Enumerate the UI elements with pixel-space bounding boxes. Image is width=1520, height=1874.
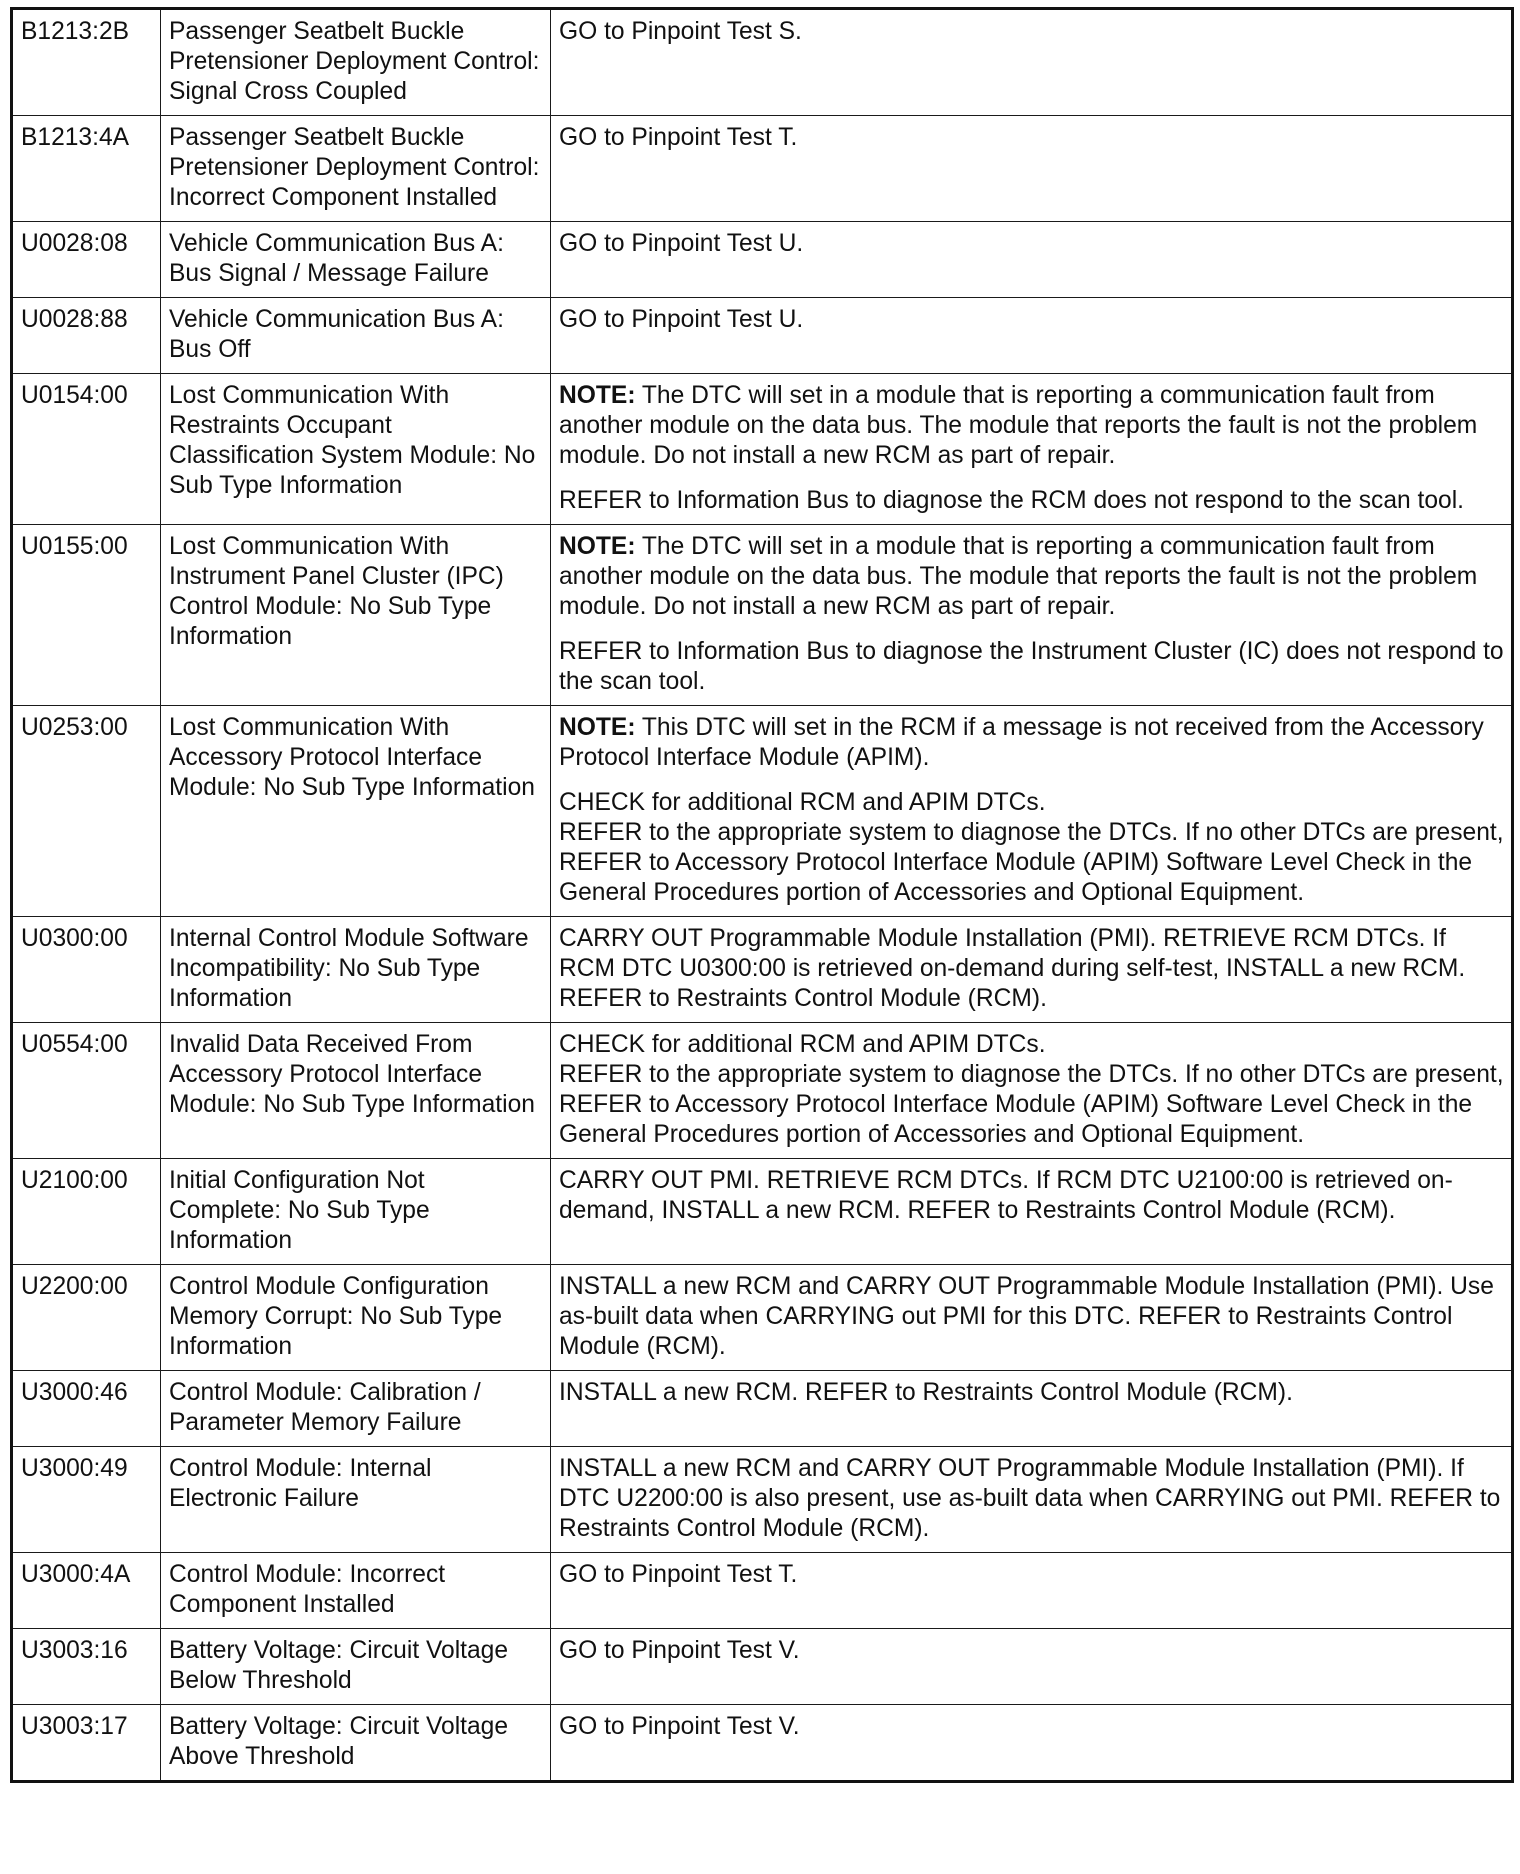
dtc-description: Control Module: Incorrect Component Installed: [161, 1553, 551, 1629]
table-row: [12, 298, 1513, 374]
action-line: The DTC will set in a module that is reporting a communication fault from another module on the data bus. The module that reports the fault is not the problem module. Do not install a new RCM as part of repair.: [559, 533, 1478, 620]
dtc-description: Passenger Seatbelt Buckle Pretensioner Deployment Control: Signal Cross Coupled: [161, 9, 551, 116]
dtc-code: U0154:00: [12, 374, 161, 525]
dtc-action: [551, 1447, 1513, 1553]
dtc-description: Invalid Data Received From Accessory Protocol Interface Module: No Sub Type Information: [161, 1023, 551, 1159]
dtc-action: [551, 9, 1513, 116]
dtc-code: U2100:00: [12, 1159, 161, 1265]
dtc-table-body: [12, 9, 1513, 1782]
table-row: [12, 222, 1513, 298]
action-line: GO to Pinpoint Test V.: [559, 1637, 800, 1664]
action-paragraph: [559, 1166, 1504, 1226]
dtc-description: Initial Configuration Not Complete: No Sub Type Information: [161, 1159, 551, 1265]
action-paragraph: [559, 1454, 1504, 1544]
action-line: CARRY OUT Programmable Module Installation (PMI). RETRIEVE RCM DTCs. If RCM DTC U0300:00 is retrieved on-demand during self-test, INSTALL a new RCM. REFER to Restraints Control Module (RCM).: [559, 925, 1466, 1012]
action-paragraph: [559, 305, 1504, 335]
dtc-code: U3000:49: [12, 1447, 161, 1553]
dtc-description: Control Module Configuration Memory Corrupt: No Sub Type Information: [161, 1265, 551, 1371]
action-paragraph: [559, 924, 1504, 1014]
table-row: [12, 9, 1513, 116]
table-row: [12, 1265, 1513, 1371]
action-line: INSTALL a new RCM and CARRY OUT Programmable Module Installation (PMI). If DTC U2200:00 is also present, use as-built data when CARRYING out PMI. REFER to Restraints Control Module (RCM).: [559, 1455, 1501, 1542]
dtc-action: [551, 1553, 1513, 1629]
dtc-code: U0028:88: [12, 298, 161, 374]
action-line: This DTC will set in the RCM if a message is not received from the Accessory Protocol Interface Module (APIM).: [559, 714, 1484, 771]
action-paragraph: [559, 229, 1504, 259]
action-paragraph: [559, 17, 1504, 47]
action-paragraph: [559, 1272, 1504, 1362]
note-paragraph: [559, 381, 1504, 471]
table-row: [12, 1629, 1513, 1705]
dtc-action: [551, 116, 1513, 222]
table-row: [12, 1023, 1513, 1159]
note-label: NOTE:: [559, 714, 636, 741]
dtc-action: [551, 1629, 1513, 1705]
action-line: GO to Pinpoint Test V.: [559, 1713, 800, 1740]
dtc-action: [551, 706, 1513, 917]
action-line: REFER to Information Bus to diagnose the Instrument Cluster (IC) does not respond to the scan tool.: [559, 638, 1504, 695]
action-paragraph: [559, 123, 1504, 153]
action-paragraph: [559, 1030, 1504, 1150]
action-paragraph: [559, 788, 1504, 908]
dtc-action: [551, 1705, 1513, 1782]
dtc-description: Lost Communication With Instrument Panel Cluster (IPC) Control Module: No Sub Type Information: [161, 525, 551, 706]
table-row: [12, 1371, 1513, 1447]
action-line: CHECK for additional RCM and APIM DTCs.: [559, 789, 1046, 816]
table-row: [12, 525, 1513, 706]
dtc-description: Battery Voltage: Circuit Voltage Below Threshold: [161, 1629, 551, 1705]
action-line: INSTALL a new RCM and CARRY OUT Programmable Module Installation (PMI). Use as-built data when CARRYING out PMI for this DTC. REFER to Restraints Control Module (RCM).: [559, 1273, 1494, 1360]
dtc-code: U0253:00: [12, 706, 161, 917]
action-paragraph: [559, 1636, 1504, 1666]
dtc-action: [551, 1265, 1513, 1371]
action-paragraph: [559, 1560, 1504, 1590]
dtc-code: B1213:2B: [12, 9, 161, 116]
table-row: [12, 1447, 1513, 1553]
action-line: REFER to Information Bus to diagnose the RCM does not respond to the scan tool.: [559, 487, 1464, 514]
dtc-code: U2200:00: [12, 1265, 161, 1371]
dtc-code: U3003:16: [12, 1629, 161, 1705]
action-line: CARRY OUT PMI. RETRIEVE RCM DTCs. If RCM DTC U2100:00 is retrieved on-demand, INSTALL a new RCM. REFER to Restraints Control Module (RCM).: [559, 1167, 1453, 1224]
dtc-description: Internal Control Module Software Incompatibility: No Sub Type Information: [161, 917, 551, 1023]
table-row: [12, 374, 1513, 525]
action-line: REFER to the appropriate system to diagnose the DTCs. If no other DTCs are present, REFER to Accessory Protocol Interface Module (APIM) Software Level Check in the General Procedures portion of Accessories and Optional Equipment.: [559, 1061, 1504, 1148]
dtc-description: Lost Communication With Accessory Protocol Interface Module: No Sub Type Information: [161, 706, 551, 917]
dtc-code: U3003:17: [12, 1705, 161, 1782]
table-row: [12, 917, 1513, 1023]
dtc-description: Vehicle Communication Bus A: Bus Off: [161, 298, 551, 374]
dtc-action: [551, 298, 1513, 374]
dtc-code: U0300:00: [12, 917, 161, 1023]
table-row: [12, 116, 1513, 222]
action-paragraph: [559, 1712, 1504, 1742]
note-label: NOTE:: [559, 382, 636, 409]
action-line: GO to Pinpoint Test U.: [559, 230, 804, 257]
action-line: GO to Pinpoint Test S.: [559, 18, 802, 45]
table-row: [12, 1553, 1513, 1629]
note-paragraph: [559, 532, 1504, 622]
dtc-code: U0554:00: [12, 1023, 161, 1159]
table-row: [12, 706, 1513, 917]
dtc-code: B1213:4A: [12, 116, 161, 222]
action-line: REFER to the appropriate system to diagnose the DTCs. If no other DTCs are present, REFER to Accessory Protocol Interface Module (APIM) Software Level Check in the General Procedures portion of Accessories and Optional Equipment.: [559, 819, 1504, 906]
action-line: CHECK for additional RCM and APIM DTCs.: [559, 1031, 1046, 1058]
dtc-code: U0155:00: [12, 525, 161, 706]
table-row: [12, 1159, 1513, 1265]
action-paragraph: [559, 486, 1504, 516]
action-line: GO to Pinpoint Test T.: [559, 1561, 798, 1588]
note-paragraph: [559, 713, 1504, 773]
dtc-code: U3000:46: [12, 1371, 161, 1447]
dtc-description: Control Module: Calibration / Parameter Memory Failure: [161, 1371, 551, 1447]
dtc-code: U3000:4A: [12, 1553, 161, 1629]
dtc-action: [551, 1159, 1513, 1265]
dtc-action: [551, 222, 1513, 298]
table-row: [12, 1705, 1513, 1782]
action-line: The DTC will set in a module that is reporting a communication fault from another module on the data bus. The module that reports the fault is not the problem module. Do not install a new RCM as part of repair.: [559, 382, 1478, 469]
action-line: INSTALL a new RCM. REFER to Restraints Control Module (RCM).: [559, 1379, 1293, 1406]
dtc-description: Battery Voltage: Circuit Voltage Above Threshold: [161, 1705, 551, 1782]
dtc-chart-page: [10, 7, 1511, 1783]
dtc-action: [551, 374, 1513, 525]
dtc-code: U0028:08: [12, 222, 161, 298]
dtc-description: Lost Communication With Restraints Occupant Classification System Module: No Sub Type Information: [161, 374, 551, 525]
dtc-description: Vehicle Communication Bus A: Bus Signal / Message Failure: [161, 222, 551, 298]
dtc-table: [10, 7, 1514, 1783]
dtc-action: [551, 525, 1513, 706]
dtc-action: [551, 917, 1513, 1023]
dtc-description: Control Module: Internal Electronic Failure: [161, 1447, 551, 1553]
action-paragraph: [559, 637, 1504, 697]
dtc-action: [551, 1023, 1513, 1159]
dtc-description: Passenger Seatbelt Buckle Pretensioner Deployment Control: Incorrect Component Installed: [161, 116, 551, 222]
action-paragraph: [559, 1378, 1504, 1408]
note-label: NOTE:: [559, 533, 636, 560]
dtc-action: [551, 1371, 1513, 1447]
action-line: GO to Pinpoint Test U.: [559, 306, 804, 333]
action-line: GO to Pinpoint Test T.: [559, 124, 798, 151]
